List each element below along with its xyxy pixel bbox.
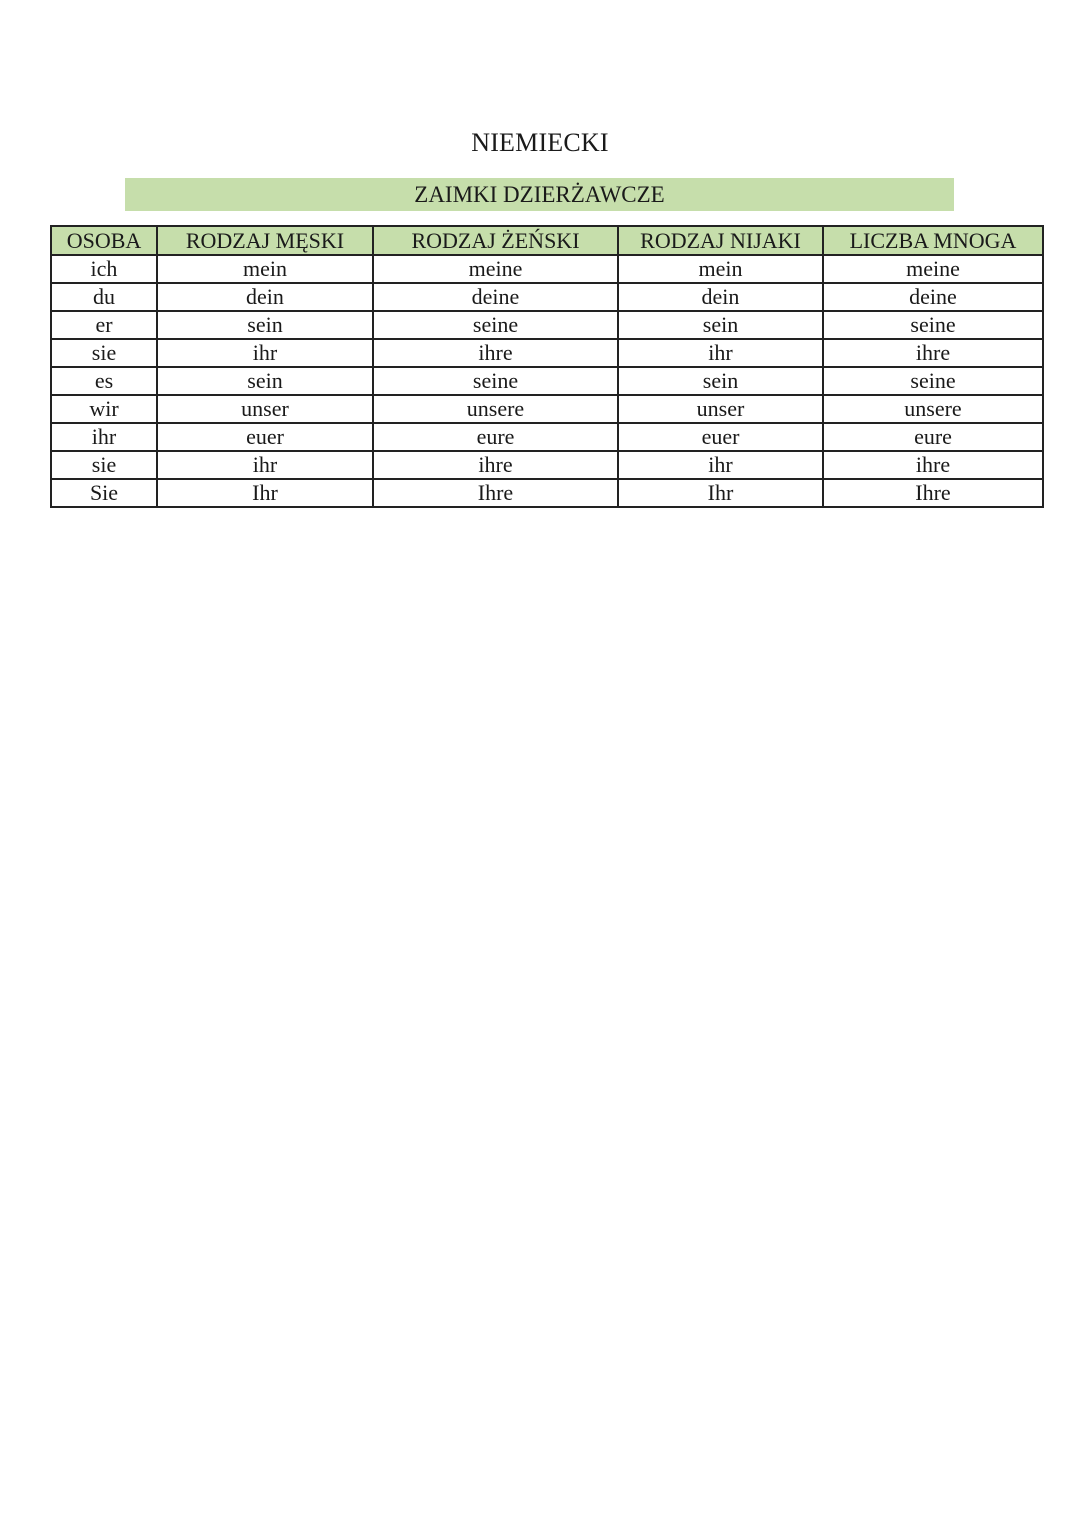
cell-masculine: sein	[157, 311, 373, 339]
cell-plural: ihre	[823, 339, 1043, 367]
cell-neuter: ihr	[618, 339, 823, 367]
cell-person: sie	[51, 451, 157, 479]
cell-neuter: unser	[618, 395, 823, 423]
cell-neuter: dein	[618, 283, 823, 311]
cell-neuter: sein	[618, 367, 823, 395]
table-row	[51, 479, 1043, 507]
table-subtitle: ZAIMKI DZIERŻAWCZE	[125, 178, 954, 211]
cell-neuter: Ihr	[618, 479, 823, 507]
header-liczba-mnoga: LICZBA MNOGA	[823, 226, 1043, 255]
cell-plural: eure	[823, 423, 1043, 451]
header-rodzaj-nijaki: RODZAJ NIJAKI	[618, 226, 823, 255]
table-header-row	[51, 226, 1043, 255]
cell-neuter: euer	[618, 423, 823, 451]
cell-neuter: sein	[618, 311, 823, 339]
cell-person: sie	[51, 339, 157, 367]
table-row	[51, 367, 1043, 395]
cell-neuter: ihr	[618, 451, 823, 479]
cell-feminine: seine	[373, 311, 618, 339]
cell-neuter: mein	[618, 255, 823, 283]
table-row	[51, 395, 1043, 423]
cell-feminine: meine	[373, 255, 618, 283]
table-row	[51, 311, 1043, 339]
cell-masculine: unser	[157, 395, 373, 423]
cell-masculine: mein	[157, 255, 373, 283]
cell-person: ihr	[51, 423, 157, 451]
header-rodzaj-meski: RODZAJ MĘSKI	[157, 226, 373, 255]
header-osoba: OSOBA	[51, 226, 157, 255]
cell-feminine: seine	[373, 367, 618, 395]
cell-masculine: euer	[157, 423, 373, 451]
cell-feminine: unsere	[373, 395, 618, 423]
cell-plural: Ihre	[823, 479, 1043, 507]
cell-feminine: eure	[373, 423, 618, 451]
header-rodzaj-zenski: RODZAJ ŻEŃSKI	[373, 226, 618, 255]
cell-person: wir	[51, 395, 157, 423]
cell-plural: seine	[823, 367, 1043, 395]
possessive-pronoun-table	[50, 225, 1044, 508]
cell-masculine: ihr	[157, 451, 373, 479]
cell-feminine: ihre	[373, 451, 618, 479]
cell-person: er	[51, 311, 157, 339]
cell-masculine: sein	[157, 367, 373, 395]
cell-plural: deine	[823, 283, 1043, 311]
cell-feminine: deine	[373, 283, 618, 311]
table-row	[51, 339, 1043, 367]
page-title: NIEMIECKI	[471, 128, 609, 157]
table-row	[51, 255, 1043, 283]
cell-feminine: Ihre	[373, 479, 618, 507]
cell-feminine: ihre	[373, 339, 618, 367]
cell-masculine: ihr	[157, 339, 373, 367]
cell-masculine: dein	[157, 283, 373, 311]
cell-person: Sie	[51, 479, 157, 507]
cell-plural: seine	[823, 311, 1043, 339]
table-row	[51, 283, 1043, 311]
cell-plural: unsere	[823, 395, 1043, 423]
table-row	[51, 423, 1043, 451]
cell-person: ich	[51, 255, 157, 283]
cell-masculine: Ihr	[157, 479, 373, 507]
table-row	[51, 451, 1043, 479]
cell-plural: meine	[823, 255, 1043, 283]
cell-plural: ihre	[823, 451, 1043, 479]
cell-person: es	[51, 367, 157, 395]
cell-person: du	[51, 283, 157, 311]
